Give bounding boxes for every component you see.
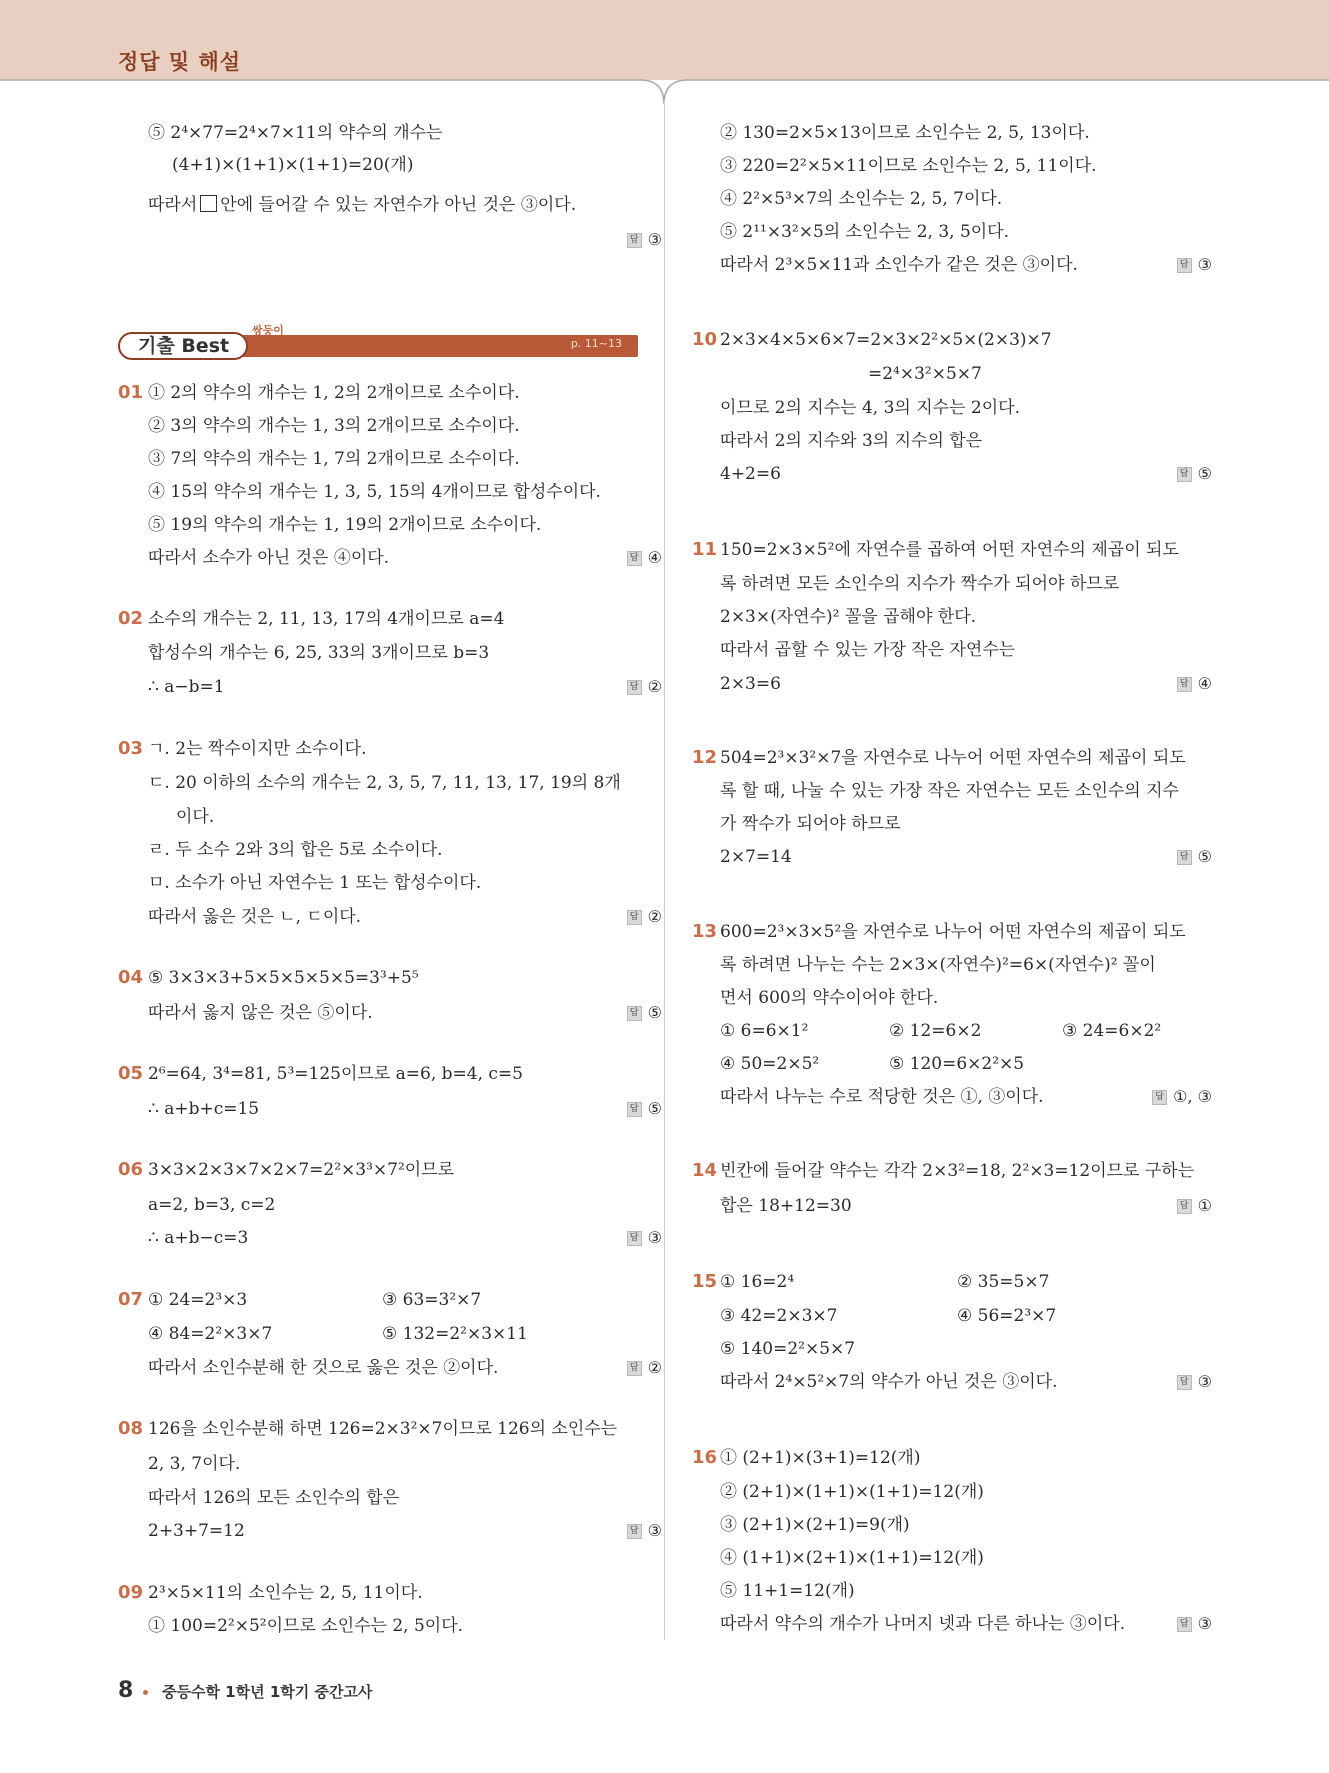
intro-line-1: ⑤ 2⁴×77=2⁴×7×11의 약수의 개수는	[148, 123, 443, 143]
question-number-02: 02	[118, 608, 144, 629]
q16-line-2: ② (2+1)×(1+1)×(1+1)=12(개)	[720, 1482, 984, 1502]
q13-line-5a: ④ 50=2×5²	[720, 1054, 820, 1074]
question-number-16: 16	[692, 1447, 718, 1468]
question-number-14: 14	[692, 1160, 718, 1181]
answer-07: 답 ②	[627, 1356, 662, 1380]
best-section-page-ref: p. 11~13	[570, 337, 622, 350]
q10-line-4: 따라서 2의 지수와 3의 지수의 합은	[720, 431, 983, 451]
question-number-11: 11	[692, 539, 718, 560]
q01-line-1: ① 2의 약수의 개수는 1, 2의 2개이므로 소수이다.	[148, 383, 520, 403]
q13-line-4b: ② 12=6×2	[889, 1021, 982, 1041]
q10-line-2: =2⁴×3²×5×7	[868, 364, 982, 384]
q15-line-1b: ② 35=5×7	[957, 1272, 1050, 1292]
q09-line-7: 따라서 2³×5×11과 소인수가 같은 것은 ③이다.	[720, 255, 1078, 275]
q08-line-2: 2, 3, 7이다.	[148, 1454, 241, 1474]
page-header-title: 정답 및 해설	[118, 50, 242, 74]
answer-intro: 답 ③	[627, 228, 662, 252]
q03-line-4: ㄹ. 두 소수 2와 3의 합은 5로 소수이다.	[148, 840, 443, 860]
intro-line-3: 따라서 안에 들어갈 수 있는 자연수가 아닌 것은 ③이다.	[148, 195, 577, 215]
question-number-03: 03	[118, 738, 144, 759]
best-section-title: 기출 Best	[138, 335, 230, 357]
q02-line-3: ∴ a−b=1	[148, 677, 225, 697]
q16-line-3: ③ (2+1)×(2+1)=9(개)	[720, 1515, 910, 1535]
q13-line-2: 록 하려면 나누는 수는 2×3×(자연수)²=6×(자연수)² 꼴이	[720, 955, 1156, 975]
answer-06: 답 ③	[627, 1226, 662, 1250]
question-number-04: 04	[118, 967, 144, 988]
question-number-15: 15	[692, 1271, 718, 1292]
q16-line-6: 따라서 약수의 개수가 나머지 넷과 다른 하나는 ③이다.	[720, 1614, 1126, 1634]
q02-line-2: 합성수의 개수는 6, 25, 33의 3개이므로 b=3	[148, 643, 490, 663]
q01-line-5: ⑤ 19의 약수의 개수는 1, 19의 2개이므로 소수이다.	[148, 515, 542, 535]
q09-line-6: ⑤ 2¹¹×3²×5의 소인수는 2, 3, 5이다.	[720, 222, 1010, 242]
q05-line-2: ∴ a+b+c=15	[148, 1099, 260, 1119]
q09-line-3: ② 130=2×5×13이므로 소인수는 2, 5, 13이다.	[720, 123, 1090, 143]
answer-03: 답 ②	[627, 905, 662, 929]
q08-line-3: 따라서 126의 모든 소인수의 합은	[148, 1488, 400, 1508]
answer-13: 답 ①, ③	[1152, 1085, 1212, 1109]
q01-line-6: 따라서 소수가 아닌 것은 ④이다.	[148, 548, 390, 568]
q11-line-1: 150=2×3×5²에 자연수를 곱하여 어떤 자연수의 제곱이 되도	[720, 540, 1179, 560]
q03-line-5: ㅁ. 소수가 아닌 자연수는 1 또는 합성수이다.	[148, 873, 482, 893]
q16-line-4: ④ (1+1)×(2+1)×(1+1)=12(개)	[720, 1548, 984, 1568]
q07-line-2a: ④ 84=2²×3×7	[148, 1324, 273, 1344]
answer-label: 답	[627, 233, 642, 248]
q10-line-5: 4+2=6	[720, 464, 781, 484]
q14-line-1: 빈칸에 들어갈 약수는 각각 2×3²=18, 2²×3=12이므로 구하는	[720, 1161, 1195, 1181]
q07-line-3: 따라서 소인수분해 한 것으로 옳은 것은 ②이다.	[148, 1358, 499, 1378]
q10-line-3: 이므로 2의 지수는 4, 3의 지수는 2이다.	[720, 398, 1020, 418]
q03-line-2: ㄷ. 20 이하의 소수의 개수는 2, 3, 5, 7, 11, 13, 17, 19의 8개	[148, 773, 621, 793]
best-section-bar	[118, 324, 638, 358]
q09-line-5: ④ 2²×5³×7의 소인수는 2, 5, 7이다.	[720, 189, 1003, 209]
q11-line-3: 2×3×(자연수)² 꼴을 곱해야 한다.	[720, 607, 977, 627]
q03-line-1: ㄱ. 2는 짝수이지만 소수이다.	[148, 739, 367, 759]
q02-line-1: 소수의 개수는 2, 11, 13, 17의 4개이므로 a=4	[148, 609, 505, 629]
q07-line-1a: ① 24=2³×3	[148, 1290, 248, 1310]
q09-line-4: ③ 220=2²×5×11이므로 소인수는 2, 5, 11이다.	[720, 156, 1097, 176]
q01-line-4: ④ 15의 약수의 개수는 1, 3, 5, 15의 4개이므로 합성수이다.	[148, 482, 601, 502]
q15-line-2b: ④ 56=2³×7	[957, 1306, 1057, 1326]
q12-line-3: 가 짝수가 되어야 하므로	[720, 814, 901, 834]
q01-line-3: ③ 7의 약수의 개수는 1, 7의 2개이므로 소수이다.	[148, 449, 520, 469]
q07-line-2b: ⑤ 132=2²×3×11	[382, 1324, 528, 1344]
question-number-07: 07	[118, 1289, 144, 1310]
answer-15: 답 ③	[1177, 1370, 1212, 1394]
q08-line-4: 2+3+7=12	[148, 1521, 245, 1541]
answer-11: 답 ④	[1177, 672, 1212, 696]
q13-line-5b: ⑤ 120=6×2²×5	[889, 1054, 1025, 1074]
q06-line-3: ∴ a+b−c=3	[148, 1228, 249, 1248]
q13-line-3: 면서 600의 약수이어야 한다.	[720, 988, 939, 1008]
page-number: 8	[118, 1678, 134, 1703]
q15-line-1a: ① 16=2⁴	[720, 1272, 795, 1292]
question-number-01: 01	[118, 382, 144, 403]
question-number-12: 12	[692, 747, 718, 768]
q15-line-3: ⑤ 140=2²×5×7	[720, 1339, 856, 1359]
answer-04: 답 ⑤	[627, 1001, 662, 1025]
q13-line-6: 따라서 나누는 수로 적당한 것은 ①, ③이다.	[720, 1087, 1044, 1107]
q08-line-1: 126을 소인수분해 하면 126=2×3²×7이므로 126의 소인수는	[148, 1419, 618, 1439]
answer-14: 답 ①	[1177, 1194, 1212, 1218]
q13-line-4c: ③ 24=6×2²	[1062, 1021, 1162, 1041]
q11-line-5: 2×3=6	[720, 674, 781, 694]
answer-10: 답 ⑤	[1177, 462, 1212, 486]
q15-line-4: 따라서 2⁴×5²×7의 약수가 아닌 것은 ③이다.	[720, 1372, 1058, 1392]
book-title: 중등수학 1학년 1학기 중간고사	[162, 1683, 373, 1701]
q07-line-1b: ③ 63=3²×7	[382, 1290, 482, 1310]
answer-12: 답 ⑤	[1177, 845, 1212, 869]
q12-line-1: 504=2³×3²×7을 자연수로 나누어 어떤 자연수의 제곱이 되도	[720, 748, 1186, 768]
answer-01: 답 ④	[627, 546, 662, 570]
q11-line-4: 따라서 곱할 수 있는 가장 작은 자연수는	[720, 640, 1016, 660]
question-number-09: 09	[118, 1582, 144, 1603]
q06-line-2: a=2, b=3, c=2	[148, 1195, 276, 1215]
question-number-05: 05	[118, 1063, 144, 1084]
q12-line-4: 2×7=14	[720, 847, 792, 867]
q16-line-5: ⑤ 11+1=12(개)	[720, 1581, 855, 1601]
q09-line-1: 2³×5×11의 소인수는 2, 5, 11이다.	[148, 1583, 423, 1603]
answer-05: 답 ⑤	[627, 1097, 662, 1121]
q13-line-1: 600=2³×3×5²을 자연수로 나누어 어떤 자연수의 제곱이 되도	[720, 922, 1186, 942]
answer-02: 답 ②	[627, 675, 662, 699]
answer-16: 답 ③	[1177, 1612, 1212, 1636]
q15-line-2a: ③ 42=2×3×7	[720, 1306, 838, 1326]
intro-line-2: (4+1)×(1+1)×(1+1)=20(개)	[172, 155, 414, 175]
q04-line-2: 따라서 옳지 않은 것은 ⑤이다.	[148, 1003, 373, 1023]
q14-line-2: 합은 18+12=30	[720, 1196, 852, 1216]
best-section-badge: 쌍둥이	[252, 324, 284, 337]
q05-line-1: 2⁶=64, 3⁴=81, 5³=125이므로 a=6, b=4, c=5	[148, 1064, 523, 1084]
question-number-06: 06	[118, 1159, 144, 1180]
q09-line-2: ① 100=2²×5²이므로 소인수는 2, 5이다.	[148, 1616, 464, 1636]
answer-08: 답 ③	[627, 1519, 662, 1543]
q12-line-2: 록 할 때, 나눌 수 있는 가장 작은 자연수는 모든 소인수의 지수	[720, 781, 1179, 801]
column-divider	[664, 100, 665, 1640]
q04-line-1: ⑤ 3×3×3+5×5×5×5×5=3³+5⁵	[148, 968, 419, 988]
blank-box-icon	[200, 195, 217, 212]
q06-line-1: 3×3×2×3×7×2×7=2²×3³×7²이므로	[148, 1160, 455, 1180]
footer-dot-icon	[143, 1690, 148, 1695]
q03-line-3: 이다.	[176, 807, 215, 827]
q16-line-1: ① (2+1)×(3+1)=12(개)	[720, 1448, 921, 1468]
q13-line-4a: ① 6=6×1²	[720, 1021, 809, 1041]
question-number-13: 13	[692, 921, 718, 942]
q11-line-2: 록 하려면 모든 소인수의 지수가 짝수가 되어야 하므로	[720, 574, 1120, 594]
answer-09: 답 ③	[1177, 253, 1212, 277]
q01-line-2: ② 3의 약수의 개수는 1, 3의 2개이므로 소수이다.	[148, 416, 520, 436]
q10-line-1: 2×3×4×5×6×7=2×3×2²×5×(2×3)×7	[720, 330, 1052, 350]
q03-line-6: 따라서 옳은 것은 ㄴ, ㄷ이다.	[148, 907, 362, 927]
question-number-10: 10	[692, 329, 718, 350]
question-number-08: 08	[118, 1418, 144, 1439]
